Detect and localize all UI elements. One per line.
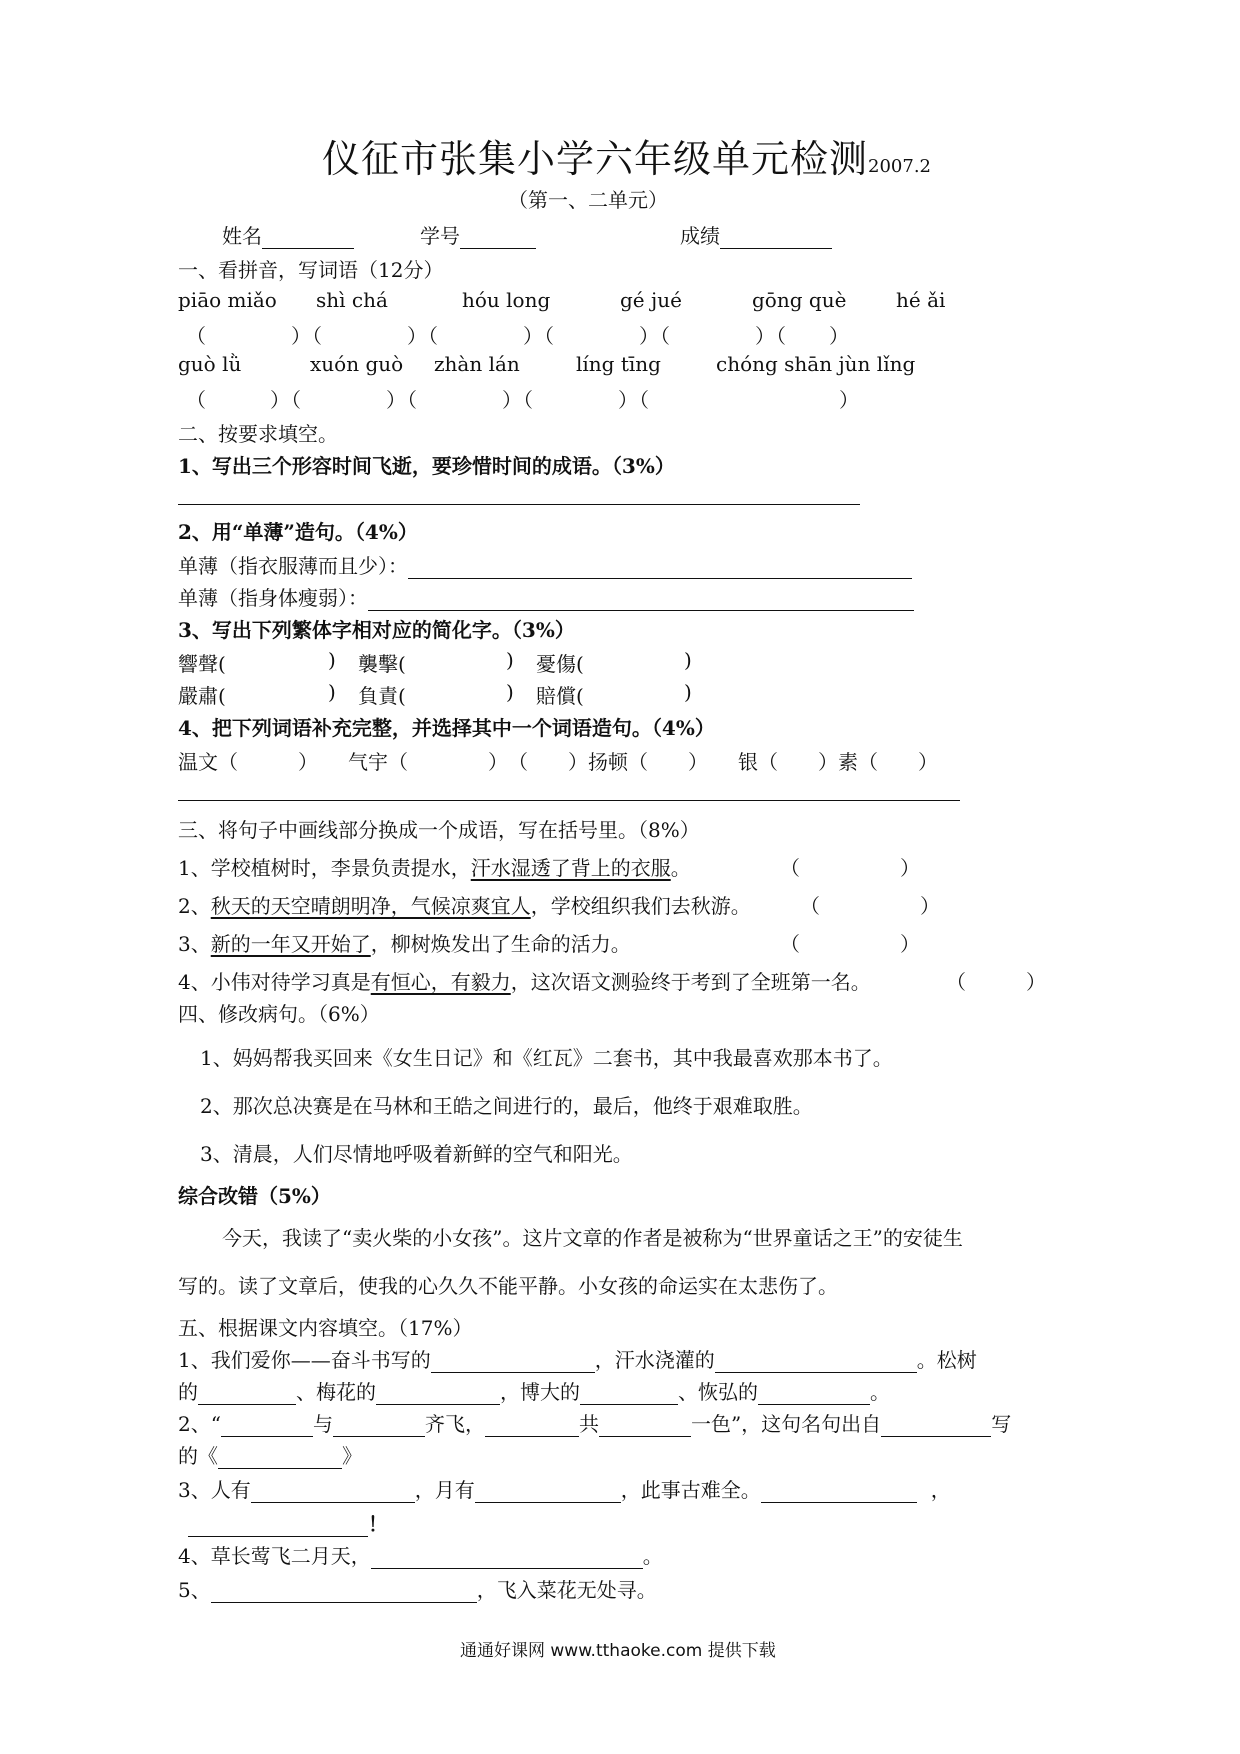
s6-q1-c: 。松树	[916, 1348, 977, 1372]
s6-q5-end: ，飞入菜花无处寻。	[476, 1578, 657, 1602]
trad-4: 嚴肅(	[178, 684, 226, 708]
pinyin-9: zhàn lán	[434, 352, 520, 376]
s2-q1-answer-line[interactable]	[178, 504, 860, 505]
pinyin-5: gōng què	[752, 288, 847, 312]
id-field	[420, 220, 536, 249]
s6-q1-a: 1、我们爱你——奋斗书写的	[178, 1348, 431, 1372]
s3-item-3	[178, 928, 631, 957]
section2-heading: 二、按要求填空。	[178, 422, 338, 446]
trad-1-close[interactable]: )	[328, 648, 336, 672]
name-label: 姓名	[222, 224, 262, 248]
s6-q1-g: 、恢弘的	[678, 1380, 758, 1404]
s2-q2: 2、用“单薄”造句。（4%）	[178, 520, 418, 544]
s6-q2-d: 共	[578, 1412, 599, 1436]
s6-q1-blank-5[interactable]	[580, 1382, 678, 1405]
subtitle: （第一、二单元）	[508, 188, 668, 212]
score-label: 成绩	[680, 224, 720, 248]
s6-q5-text: 5、	[178, 1578, 211, 1602]
s6-q2-b: 与	[312, 1412, 333, 1436]
s6-q4	[178, 1540, 663, 1569]
s3-item-4-underlined: 有恒心，有毅力	[370, 970, 511, 994]
s6-q2-blank-6[interactable]	[218, 1446, 342, 1469]
s6-q2-line2	[178, 1440, 362, 1469]
title-date: 2007.2	[868, 156, 931, 177]
s6-q3-line2	[188, 1508, 388, 1537]
s3-item-3-pre: 3、	[178, 932, 211, 956]
s4-item-3: 3、清晨，人们尽情地呼吸着新鲜的空气和阳光。	[200, 1142, 633, 1166]
s6-q1-blank-1[interactable]	[431, 1350, 595, 1373]
s3-item-2-underlined: 秋天的天空晴朗明净，气候凉爽宜人	[210, 894, 531, 918]
s3-item-3-underlined: 新的一年又开始了	[210, 932, 371, 956]
s6-q3-d: ，	[930, 1478, 951, 1502]
pinyin-6: hé ǎi	[896, 288, 946, 312]
s6-q1-blank-3[interactable]	[198, 1382, 296, 1405]
s2-q4-answer-line[interactable]	[178, 800, 960, 801]
trad-3-close[interactable]: )	[684, 648, 692, 672]
pinyin-4: gé jué	[620, 288, 682, 312]
s6-q1-blank-6[interactable]	[758, 1382, 870, 1405]
answer-parens-2[interactable]: （ ）（ ）（ ）（ ）（ ）	[186, 388, 860, 412]
s6-q3-blank-2[interactable]	[475, 1480, 621, 1503]
pinyin-10: líng tīng	[576, 352, 661, 376]
trad-1: 響聲(	[178, 652, 226, 676]
trad-5: 負責(	[358, 684, 406, 708]
s2-q2b	[178, 582, 914, 611]
s6-q2-blank-5[interactable]	[881, 1414, 991, 1437]
trad-4-close[interactable]: )	[328, 680, 336, 704]
s6-q2-g: 的《	[178, 1444, 218, 1468]
s6-q3-line1	[178, 1474, 951, 1503]
section4-heading: 四、修改病句。（6%）	[178, 1002, 380, 1026]
s3-item-2-pre: 2、	[178, 894, 211, 918]
s6-q2-blank-2[interactable]	[333, 1414, 425, 1437]
s6-q5	[178, 1574, 657, 1603]
s3-item-1-pre: 1、学校植树时，李景负责提水，	[178, 856, 471, 880]
s6-q1-h: 。	[870, 1380, 890, 1404]
s6-q1-line1	[178, 1344, 977, 1373]
s6-q1-f: ，博大的	[500, 1380, 580, 1404]
s6-q2-blank-1[interactable]	[221, 1414, 313, 1437]
s6-q2-blank-3[interactable]	[485, 1414, 579, 1437]
s6-q5-blank[interactable]	[211, 1580, 477, 1603]
s3-item-1	[178, 852, 691, 881]
s6-q1-blank-4[interactable]	[376, 1382, 500, 1405]
s3-item-1-post: 。	[670, 856, 691, 880]
score-blank[interactable]	[720, 226, 832, 249]
section5-heading: 五、根据课文内容填空。（17%）	[178, 1316, 473, 1340]
trad-2: 襲擊(	[358, 652, 406, 676]
s2-q2a-label: 单薄（指衣服薄而且少）：	[178, 554, 408, 578]
s3-item-2-post: ，学校组织我们去秋游。	[530, 894, 751, 918]
trad-6-close[interactable]: )	[684, 680, 692, 704]
s2-q1: 1、写出三个形容时间飞逝，要珍惜时间的成语。（3%）	[178, 454, 675, 478]
trad-3: 憂傷(	[536, 652, 584, 676]
s6-q2-blank-4[interactable]	[599, 1414, 691, 1437]
trad-5-close[interactable]: )	[506, 680, 514, 704]
s6-q1-line2	[178, 1376, 890, 1405]
section1-heading: 一、看拼音，写词语（12分）	[178, 258, 444, 282]
s6-q2-h: 》	[342, 1444, 362, 1468]
correction-line-2: 写的。读了文章后，使我的心久久不能平静。小女孩的命运实在太悲伤了。	[178, 1274, 838, 1298]
s6-q3-c: ，此事古难全。	[620, 1478, 761, 1502]
s6-q2-f: 写	[991, 1412, 1012, 1436]
s2-q2a	[178, 550, 912, 579]
s3-item-2	[178, 890, 751, 919]
title-text: 仪征市张集小学六年级单元检测	[322, 137, 869, 181]
s2-q4: 4、把下列词语补充完整，并选择其中一个词语造句。（4%）	[178, 716, 715, 740]
s3-item-3-answer[interactable]: （ ）	[780, 932, 920, 956]
s3-item-3-post: ，柳树焕发出了生命的活力。	[370, 932, 631, 956]
pinyin-1: piāo miǎo	[178, 288, 277, 312]
pinyin-3: hóu long	[462, 288, 551, 312]
name-blank[interactable]	[262, 226, 354, 249]
s6-q1-d: 的	[178, 1380, 198, 1404]
s6-q3-blank-3[interactable]	[761, 1480, 917, 1503]
pinyin-8: xuón guò	[310, 352, 404, 376]
s3-item-1-answer[interactable]: （ ）	[780, 856, 920, 880]
s6-q2-a: 2、“	[178, 1412, 221, 1436]
s6-q4-blank[interactable]	[371, 1546, 643, 1569]
s6-q4-text: 4、草长莺飞二月天，	[178, 1544, 371, 1568]
s4-item-2: 2、那次总决赛是在马林和王皓之间进行的，最后，他终于艰难取胜。	[200, 1094, 813, 1118]
s6-q1-e: 、梅花的	[296, 1380, 376, 1404]
pinyin-11: chóng shān jùn lǐng	[716, 352, 916, 376]
answer-parens-1[interactable]: （ ）（ ）（ ）（ ）（ ）（ ）	[186, 324, 850, 348]
correction-heading: 综合改错（5%）	[178, 1184, 331, 1208]
score-field	[680, 220, 832, 249]
correction-line-1: 今天，我读了“卖火柴的小女孩”。这片文章的作者是被称为“世界童话之王”的安徒生	[222, 1226, 963, 1250]
s6-q1-b: ，汗水浇灌的	[594, 1348, 715, 1372]
name-field	[222, 220, 354, 249]
id-label: 学号	[420, 224, 460, 248]
s4-item-1: 1、妈妈帮我买回来《女生日记》和《红瓦》二套书，其中我最喜欢那本书了。	[200, 1046, 893, 1070]
section3-heading: 三、将句子中画线部分换成一个成语，写在括号里。（8%）	[178, 818, 700, 842]
trad-2-close[interactable]: )	[506, 648, 514, 672]
pinyin-2: shì chá	[316, 288, 388, 312]
s3-item-4-post: ，这次语文测验终于考到了全班第一名。	[510, 970, 871, 994]
s3-item-4-answer[interactable]: （ ）	[946, 970, 1046, 994]
s6-q2-line1	[178, 1408, 1011, 1437]
s2-q2a-blank[interactable]	[408, 556, 912, 579]
s6-q3-blank-1[interactable]	[251, 1480, 415, 1503]
s2-q4-words[interactable]: 温文（ ） 气宇（ ） （ ）扬顿（ ） 银（ ）素（ ）	[178, 750, 938, 774]
s6-q3-e: ！	[368, 1512, 388, 1536]
s6-q3-blank-4[interactable]	[188, 1514, 368, 1537]
trad-6: 賠償(	[536, 684, 584, 708]
s2-q2b-blank[interactable]	[368, 588, 914, 611]
s3-item-4	[178, 966, 871, 995]
s6-q2-e: 一色”，这句名句出自	[690, 1412, 882, 1436]
s6-q3-b: ，月有	[414, 1478, 475, 1502]
s6-q1-blank-2[interactable]	[715, 1350, 917, 1373]
page-title	[322, 128, 931, 183]
s2-q2b-label: 单薄（指身体瘦弱）：	[178, 586, 368, 610]
footer-text: 通通好课网 www.tthaoke.com 提供下载	[460, 1641, 776, 1661]
s2-q3: 3、写出下列繁体字相对应的简化字。（3%）	[178, 618, 575, 642]
s6-q2-c: 齐飞，	[424, 1412, 485, 1436]
id-blank[interactable]	[460, 226, 536, 249]
s6-q4-end: 。	[642, 1544, 663, 1568]
pinyin-7: guò lǜ	[178, 352, 242, 376]
s3-item-4-pre: 4、小伟对待学习真是	[178, 970, 371, 994]
s6-q3-a: 3、人有	[178, 1478, 251, 1502]
s3-item-2-answer[interactable]: （ ）	[800, 894, 940, 918]
s3-item-1-underlined: 汗水湿透了背上的衣服	[470, 856, 671, 880]
